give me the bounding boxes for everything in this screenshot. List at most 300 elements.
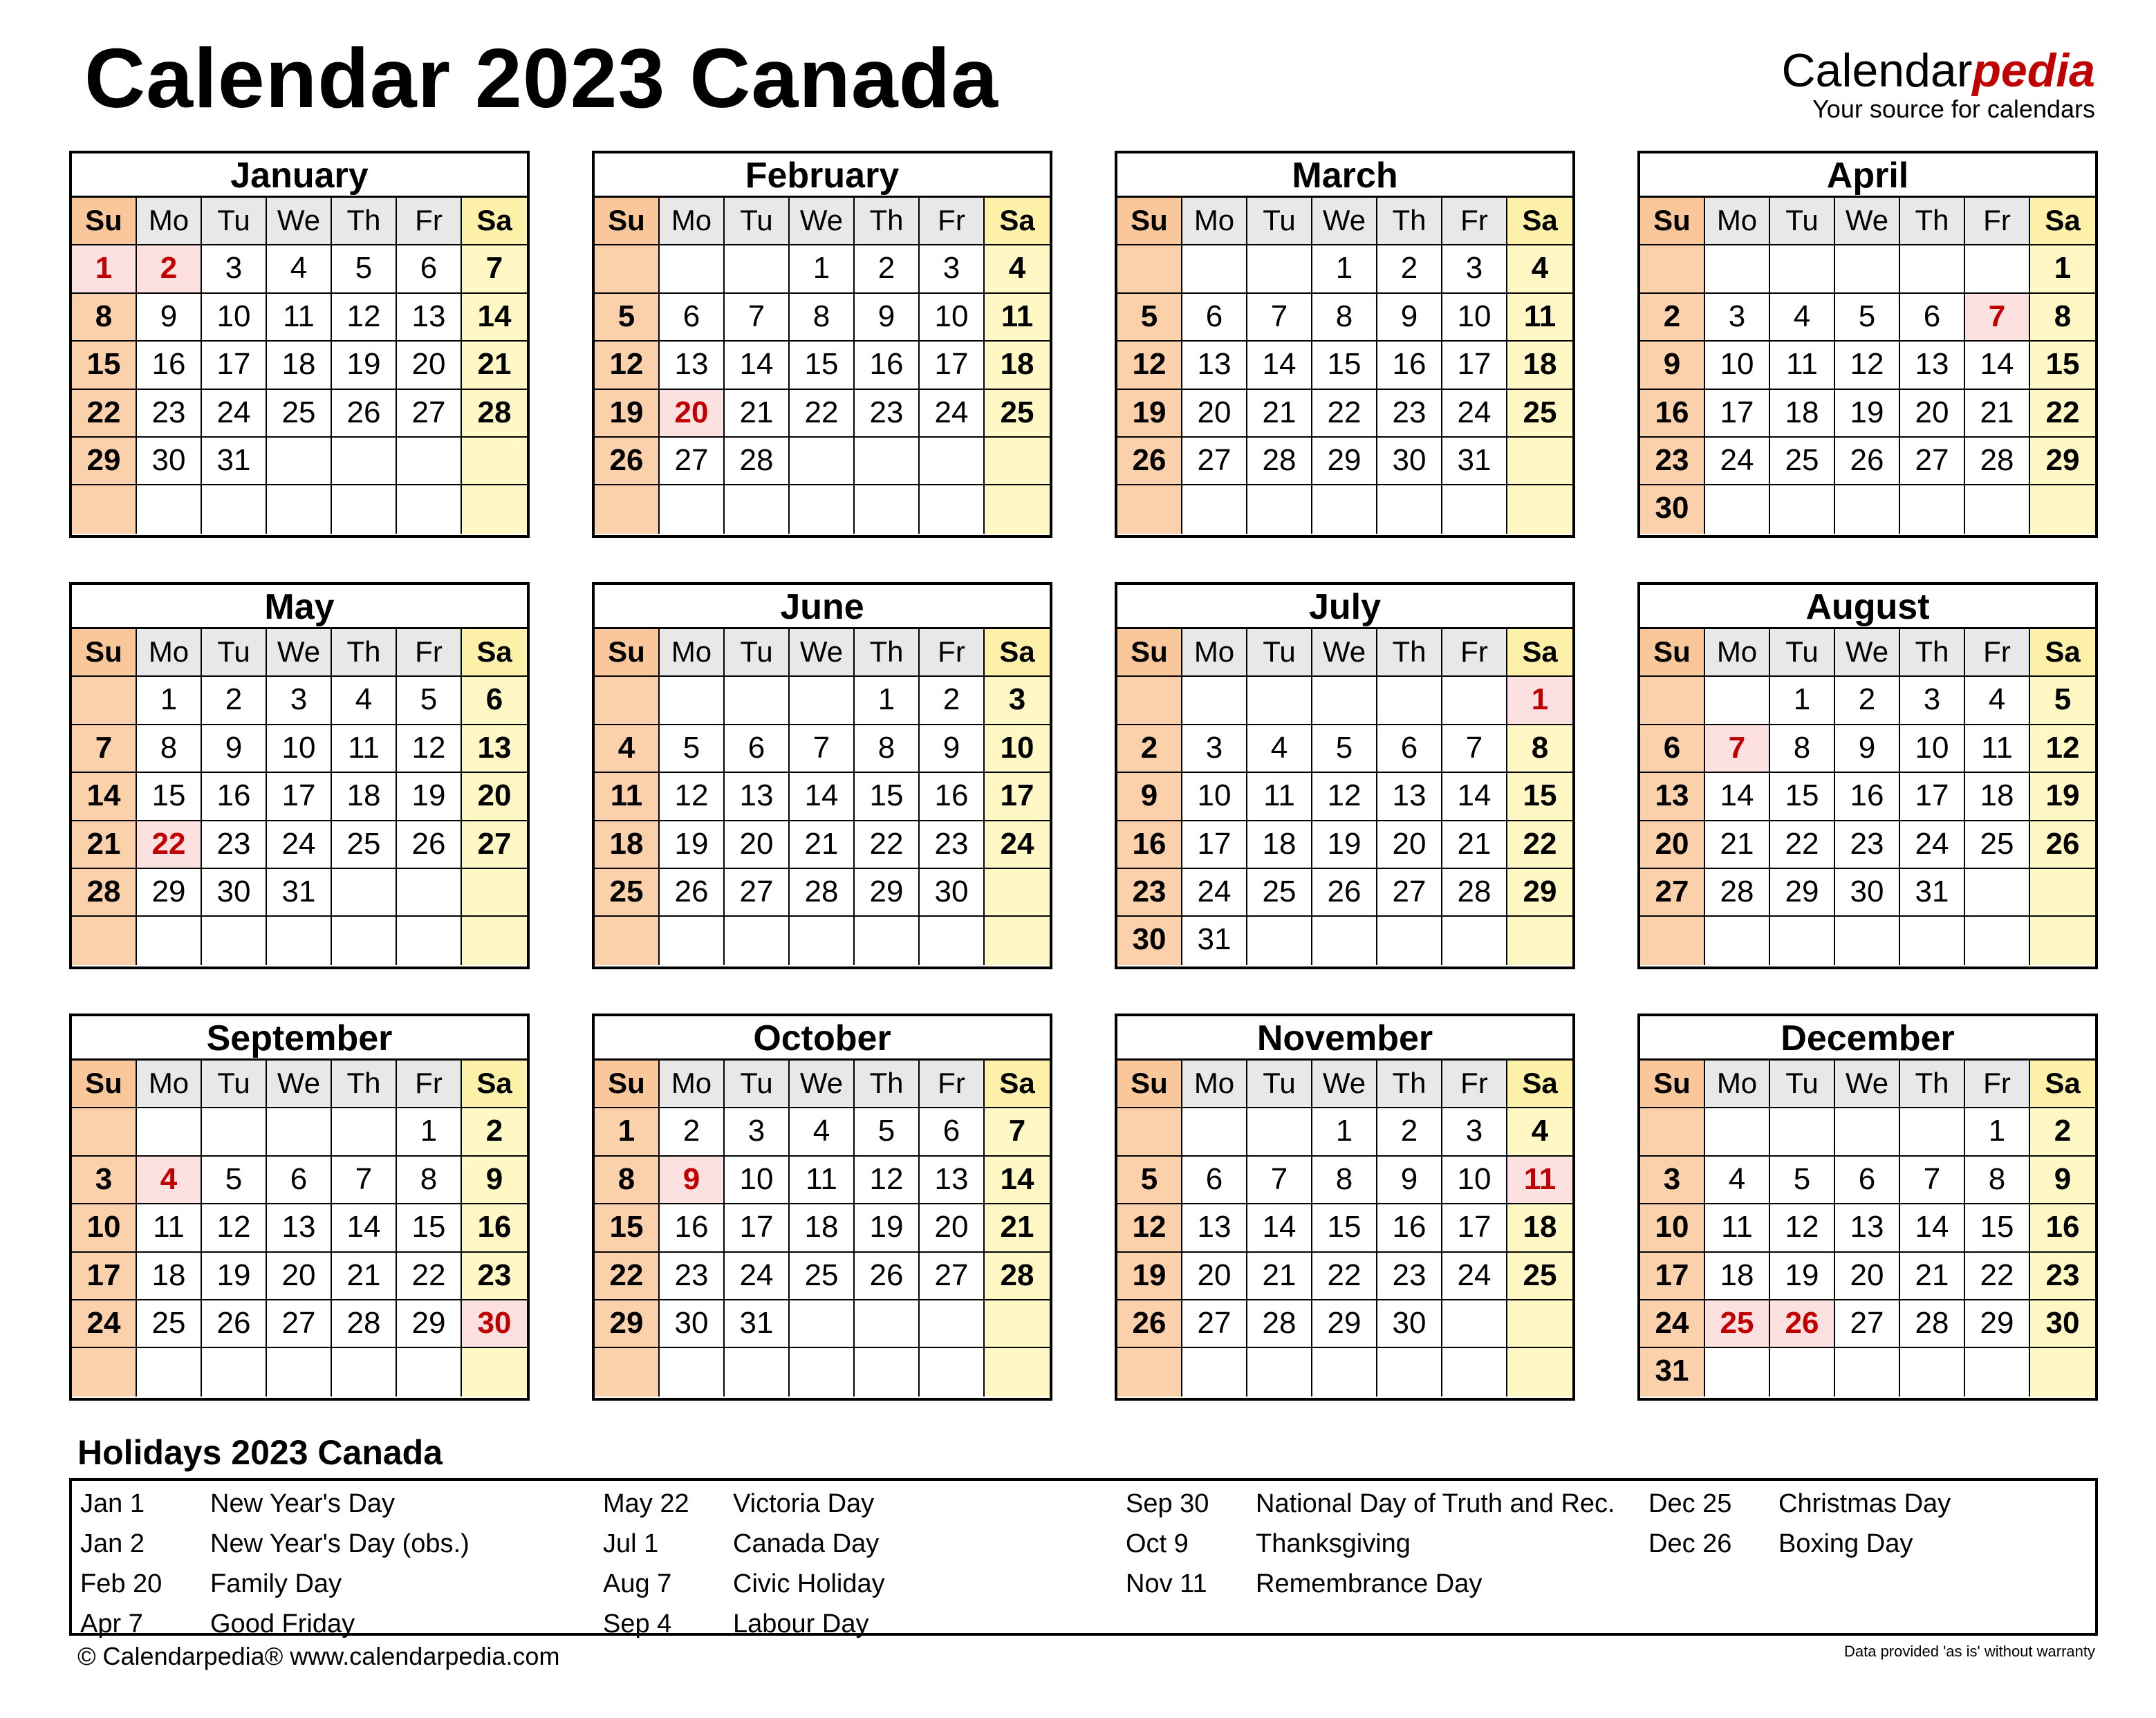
month-name: August (1640, 585, 2095, 629)
empty-day-cell (1507, 485, 1572, 533)
day-cell: 9 (1377, 294, 1442, 342)
empty-day-cell (985, 438, 1050, 485)
day-cell: 5 (660, 725, 725, 773)
day-cell: 17 (1705, 390, 1770, 438)
day-cell: 18 (985, 342, 1050, 389)
empty-day-cell (985, 869, 1050, 917)
month-grid (1640, 1061, 2095, 1397)
empty-day-cell (595, 917, 660, 964)
day-cell: 19 (1770, 1253, 1835, 1300)
day-cell: 5 (1117, 294, 1182, 342)
day-cell: 3 (725, 1108, 790, 1156)
weekday-header: Tu (202, 198, 267, 245)
empty-day-cell (985, 1300, 1050, 1348)
month-name: January (72, 153, 527, 198)
weekday-header: Tu (1247, 1061, 1312, 1108)
day-cell: 5 (332, 245, 397, 293)
day-cell: 19 (397, 773, 462, 821)
empty-day-cell (202, 1348, 267, 1396)
day-cell: 4 (1705, 1157, 1770, 1204)
empty-day-cell (1377, 1348, 1442, 1396)
day-cell: 23 (1640, 438, 1705, 485)
day-cell: 21 (1442, 821, 1507, 869)
day-cell: 12 (397, 725, 462, 773)
day-cell: 24 (72, 1300, 137, 1348)
empty-day-cell (920, 1348, 985, 1396)
weekday-header: Tu (725, 198, 790, 245)
empty-day-cell (660, 917, 725, 964)
weekday-header: We (267, 1061, 332, 1108)
day-cell: 25 (1770, 438, 1835, 485)
holiday-name: New Year's Day (210, 1489, 396, 1518)
day-cell: 22 (855, 821, 920, 869)
weekday-header: We (790, 629, 855, 677)
weekday-header: Su (1117, 629, 1182, 677)
day-cell: 18 (332, 773, 397, 821)
day-cell: 7 (1900, 1157, 1965, 1204)
day-cell: 9 (202, 725, 267, 773)
day-cell: 1 (72, 245, 137, 293)
month-august (1637, 582, 2098, 969)
day-cell: 17 (202, 342, 267, 389)
month-name: September (72, 1016, 527, 1061)
day-cell: 1 (397, 1108, 462, 1156)
empty-day-cell (1507, 438, 1572, 485)
holiday-date: Nov 11 (1126, 1569, 1207, 1598)
day-cell: 10 (202, 294, 267, 342)
weekday-header: Fr (1442, 1061, 1507, 1108)
day-cell: 9 (1835, 725, 1900, 773)
weekday-header: We (790, 198, 855, 245)
day-cell: 30 (1835, 869, 1900, 917)
empty-day-cell (725, 485, 790, 533)
weekday-header: Sa (462, 198, 527, 245)
weekday-header: Th (855, 198, 920, 245)
day-cell: 3 (1900, 677, 1965, 725)
day-cell: 17 (267, 773, 332, 821)
day-cell: 4 (1770, 294, 1835, 342)
empty-day-cell (332, 1348, 397, 1396)
weekday-header: We (790, 1061, 855, 1108)
empty-day-cell (920, 438, 985, 485)
day-cell: 14 (1705, 773, 1770, 821)
month-july (1115, 582, 1575, 969)
weekday-header: Mo (137, 629, 202, 677)
day-cell: 7 (332, 1157, 397, 1204)
day-cell: 13 (1182, 1204, 1247, 1252)
day-cell: 15 (137, 773, 202, 821)
empty-day-cell (1965, 485, 2030, 533)
weekday-header: Mo (1182, 1061, 1247, 1108)
empty-day-cell (1117, 485, 1182, 533)
day-cell: 2 (1377, 1108, 1442, 1156)
empty-day-cell (790, 485, 855, 533)
weekday-header: Sa (1507, 198, 1572, 245)
day-cell: 3 (920, 245, 985, 293)
day-cell: 27 (1900, 438, 1965, 485)
day-cell: 16 (855, 342, 920, 389)
holiday-date: Jan 1 (80, 1489, 145, 1518)
day-cell: 15 (1312, 342, 1377, 389)
weekday-header: Tu (1247, 198, 1312, 245)
day-cell: 22 (137, 821, 202, 869)
day-cell: 23 (462, 1253, 527, 1300)
day-cell: 8 (1965, 1157, 2030, 1204)
day-cell: 6 (1182, 294, 1247, 342)
day-cell: 26 (2030, 821, 2095, 869)
holiday-date: May 22 (603, 1489, 689, 1518)
day-cell: 30 (1377, 438, 1442, 485)
holiday-name: Family Day (210, 1569, 342, 1598)
weekday-header: Sa (985, 629, 1050, 677)
empty-day-cell (1312, 485, 1377, 533)
weekday-header: Tu (725, 629, 790, 677)
empty-day-cell (1442, 1300, 1507, 1348)
weekday-header: Su (595, 1061, 660, 1108)
day-cell: 26 (855, 1253, 920, 1300)
day-cell: 14 (1247, 1204, 1312, 1252)
empty-day-cell (855, 438, 920, 485)
day-cell: 2 (1117, 725, 1182, 773)
month-grid (595, 198, 1050, 534)
day-cell: 5 (2030, 677, 2095, 725)
day-cell: 20 (1182, 1253, 1247, 1300)
day-cell: 15 (1507, 773, 1572, 821)
empty-day-cell (397, 869, 462, 917)
day-cell: 19 (660, 821, 725, 869)
weekday-header: Fr (397, 198, 462, 245)
day-cell: 17 (725, 1204, 790, 1252)
day-cell: 6 (920, 1108, 985, 1156)
empty-day-cell (1640, 677, 1705, 725)
weekday-header: Su (1640, 1061, 1705, 1108)
weekday-header: Su (1640, 198, 1705, 245)
empty-day-cell (985, 917, 1050, 964)
day-cell: 23 (920, 821, 985, 869)
day-cell: 17 (1640, 1253, 1705, 1300)
day-cell: 25 (985, 390, 1050, 438)
day-cell: 27 (725, 869, 790, 917)
day-cell: 16 (1640, 390, 1705, 438)
weekday-header: Su (72, 198, 137, 245)
day-cell: 31 (1640, 1348, 1705, 1396)
day-cell: 8 (2030, 294, 2095, 342)
empty-day-cell (660, 677, 725, 725)
day-cell: 20 (462, 773, 527, 821)
brand-name-accent: pedia (1972, 44, 2095, 97)
empty-day-cell (790, 917, 855, 964)
day-cell: 31 (202, 438, 267, 485)
weekday-header: Mo (137, 198, 202, 245)
month-name: May (72, 585, 527, 629)
empty-day-cell (1770, 1348, 1835, 1396)
day-cell: 26 (1835, 438, 1900, 485)
weekday-header: Mo (660, 629, 725, 677)
empty-day-cell (1182, 677, 1247, 725)
month-november (1115, 1014, 1575, 1401)
day-cell: 20 (660, 390, 725, 438)
day-cell: 21 (462, 342, 527, 389)
day-cell: 2 (462, 1108, 527, 1156)
day-cell: 5 (1770, 1157, 1835, 1204)
day-cell: 25 (1965, 821, 2030, 869)
day-cell: 14 (725, 342, 790, 389)
day-cell: 6 (267, 1157, 332, 1204)
weekday-header: Th (1377, 198, 1442, 245)
empty-day-cell (855, 917, 920, 964)
day-cell: 23 (660, 1253, 725, 1300)
empty-day-cell (920, 485, 985, 533)
day-cell: 5 (855, 1108, 920, 1156)
empty-day-cell (1835, 245, 1900, 293)
day-cell: 19 (332, 342, 397, 389)
empty-day-cell (202, 917, 267, 964)
day-cell: 11 (137, 1204, 202, 1252)
day-cell: 30 (137, 438, 202, 485)
day-cell: 2 (855, 245, 920, 293)
weekday-header: Su (72, 629, 137, 677)
day-cell: 29 (1312, 1300, 1377, 1348)
day-cell: 28 (1442, 869, 1507, 917)
day-cell: 3 (202, 245, 267, 293)
day-cell: 16 (1377, 1204, 1442, 1252)
day-cell: 11 (1705, 1204, 1770, 1252)
day-cell: 20 (267, 1253, 332, 1300)
empty-day-cell (1312, 917, 1377, 964)
holiday-date: Feb 20 (80, 1569, 162, 1598)
day-cell: 20 (1377, 821, 1442, 869)
weekday-header: Th (1377, 1061, 1442, 1108)
day-cell: 19 (202, 1253, 267, 1300)
day-cell: 26 (332, 390, 397, 438)
month-name: December (1640, 1016, 2095, 1061)
weekday-header: Fr (1965, 1061, 2030, 1108)
empty-day-cell (462, 869, 527, 917)
day-cell: 22 (1770, 821, 1835, 869)
empty-day-cell (72, 1348, 137, 1396)
day-cell: 9 (137, 294, 202, 342)
day-cell: 29 (1770, 869, 1835, 917)
empty-day-cell (397, 485, 462, 533)
day-cell: 24 (1442, 1253, 1507, 1300)
month-grid (72, 198, 527, 534)
day-cell: 31 (725, 1300, 790, 1348)
weekday-header: Su (72, 1061, 137, 1108)
day-cell: 12 (660, 773, 725, 821)
weekday-header: We (267, 198, 332, 245)
day-cell: 14 (790, 773, 855, 821)
day-cell: 23 (1377, 1253, 1442, 1300)
day-cell: 22 (1965, 1253, 2030, 1300)
day-cell: 29 (2030, 438, 2095, 485)
month-september (69, 1014, 530, 1401)
holiday-name: Labour Day (733, 1609, 869, 1638)
day-cell: 26 (397, 821, 462, 869)
empty-day-cell (1182, 1108, 1247, 1156)
holiday-name: New Year's Day (obs.) (210, 1529, 470, 1558)
day-cell: 22 (1312, 1253, 1377, 1300)
day-cell: 2 (202, 677, 267, 725)
day-cell: 28 (1247, 1300, 1312, 1348)
day-cell: 19 (1117, 390, 1182, 438)
day-cell: 4 (1247, 725, 1312, 773)
day-cell: 19 (595, 390, 660, 438)
month-name: February (595, 153, 1050, 198)
day-cell: 14 (1247, 342, 1312, 389)
empty-day-cell (1507, 1300, 1572, 1348)
day-cell: 1 (1507, 677, 1572, 725)
empty-day-cell (2030, 917, 2095, 964)
day-cell: 28 (1705, 869, 1770, 917)
month-name: November (1117, 1016, 1572, 1061)
day-cell: 8 (1770, 725, 1835, 773)
day-cell: 9 (1377, 1157, 1442, 1204)
day-cell: 18 (267, 342, 332, 389)
day-cell: 5 (595, 294, 660, 342)
day-cell: 12 (1835, 342, 1900, 389)
day-cell: 28 (72, 869, 137, 917)
month-grid (1117, 1061, 1572, 1397)
weekday-header: We (1835, 629, 1900, 677)
empty-day-cell (202, 485, 267, 533)
day-cell: 31 (1182, 917, 1247, 964)
day-cell: 24 (920, 390, 985, 438)
day-cell: 6 (397, 245, 462, 293)
day-cell: 20 (397, 342, 462, 389)
weekday-header: We (1835, 198, 1900, 245)
day-cell: 24 (1640, 1300, 1705, 1348)
weekday-header: Sa (462, 1061, 527, 1108)
holiday-name: Boxing Day (1778, 1529, 1913, 1558)
weekday-header: Fr (920, 629, 985, 677)
holiday-date: Sep 30 (1126, 1489, 1209, 1518)
day-cell: 29 (1312, 438, 1377, 485)
month-name: March (1117, 153, 1572, 198)
day-cell: 24 (202, 390, 267, 438)
empty-day-cell (1770, 1108, 1835, 1156)
day-cell: 24 (725, 1253, 790, 1300)
empty-day-cell (332, 438, 397, 485)
day-cell: 17 (1182, 821, 1247, 869)
day-cell: 26 (595, 438, 660, 485)
day-cell: 11 (595, 773, 660, 821)
month-february (592, 151, 1052, 538)
weekday-header: Tu (1770, 1061, 1835, 1108)
day-cell: 15 (72, 342, 137, 389)
empty-day-cell (1182, 1348, 1247, 1396)
day-cell: 12 (332, 294, 397, 342)
day-cell: 30 (920, 869, 985, 917)
day-cell: 28 (332, 1300, 397, 1348)
month-june (592, 582, 1052, 969)
day-cell: 8 (397, 1157, 462, 1204)
day-cell: 30 (462, 1300, 527, 1348)
day-cell: 27 (397, 390, 462, 438)
month-name: April (1640, 153, 2095, 198)
brand-logo[interactable] (1781, 44, 2095, 123)
weekday-header: Tu (1247, 629, 1312, 677)
empty-day-cell (137, 1348, 202, 1396)
day-cell: 10 (1182, 773, 1247, 821)
holiday-name: National Day of Truth and Rec. (1256, 1489, 1615, 1518)
empty-day-cell (725, 677, 790, 725)
day-cell: 10 (725, 1157, 790, 1204)
empty-day-cell (2030, 485, 2095, 533)
empty-day-cell (72, 1108, 137, 1156)
empty-day-cell (1900, 917, 1965, 964)
day-cell: 22 (1312, 390, 1377, 438)
day-cell: 16 (1835, 773, 1900, 821)
day-cell: 15 (1312, 1204, 1377, 1252)
day-cell: 8 (855, 725, 920, 773)
day-cell: 28 (725, 438, 790, 485)
day-cell: 17 (1442, 1204, 1507, 1252)
day-cell: 27 (920, 1253, 985, 1300)
empty-day-cell (595, 1348, 660, 1396)
empty-day-cell (1705, 485, 1770, 533)
day-cell: 11 (1507, 1157, 1572, 1204)
weekday-header: Su (595, 629, 660, 677)
month-grid (595, 1061, 1050, 1397)
day-cell: 29 (72, 438, 137, 485)
month-name: October (595, 1016, 1050, 1061)
day-cell: 15 (855, 773, 920, 821)
empty-day-cell (1182, 485, 1247, 533)
day-cell: 25 (267, 390, 332, 438)
day-cell: 25 (1507, 1253, 1572, 1300)
page-title: Calendar 2023 Canada (84, 31, 998, 125)
empty-day-cell (660, 1348, 725, 1396)
day-cell: 21 (725, 390, 790, 438)
empty-day-cell (595, 677, 660, 725)
empty-day-cell (1247, 245, 1312, 293)
day-cell: 28 (985, 1253, 1050, 1300)
day-cell: 29 (1507, 869, 1572, 917)
empty-day-cell (1900, 1108, 1965, 1156)
day-cell: 10 (1705, 342, 1770, 389)
day-cell: 4 (1507, 245, 1572, 293)
holiday-date: Dec 25 (1648, 1489, 1732, 1518)
day-cell: 5 (1312, 725, 1377, 773)
day-cell: 13 (920, 1157, 985, 1204)
weekday-header: Fr (1442, 629, 1507, 677)
empty-day-cell (72, 917, 137, 964)
day-cell: 16 (920, 773, 985, 821)
day-cell: 13 (725, 773, 790, 821)
day-cell: 31 (1442, 438, 1507, 485)
day-cell: 3 (985, 677, 1050, 725)
empty-day-cell (1900, 245, 1965, 293)
empty-day-cell (1705, 245, 1770, 293)
empty-day-cell (462, 438, 527, 485)
empty-day-cell (202, 1108, 267, 1156)
day-cell: 13 (1640, 773, 1705, 821)
day-cell: 9 (920, 725, 985, 773)
day-cell: 26 (1770, 1300, 1835, 1348)
day-cell: 26 (660, 869, 725, 917)
empty-day-cell (1835, 917, 1900, 964)
day-cell: 14 (1965, 342, 2030, 389)
weekday-header: We (1312, 198, 1377, 245)
day-cell: 7 (985, 1108, 1050, 1156)
day-cell: 23 (202, 821, 267, 869)
day-cell: 1 (595, 1108, 660, 1156)
day-cell: 5 (1117, 1157, 1182, 1204)
empty-day-cell (267, 917, 332, 964)
month-grid (1117, 629, 1572, 965)
empty-day-cell (1835, 1108, 1900, 1156)
day-cell: 17 (920, 342, 985, 389)
